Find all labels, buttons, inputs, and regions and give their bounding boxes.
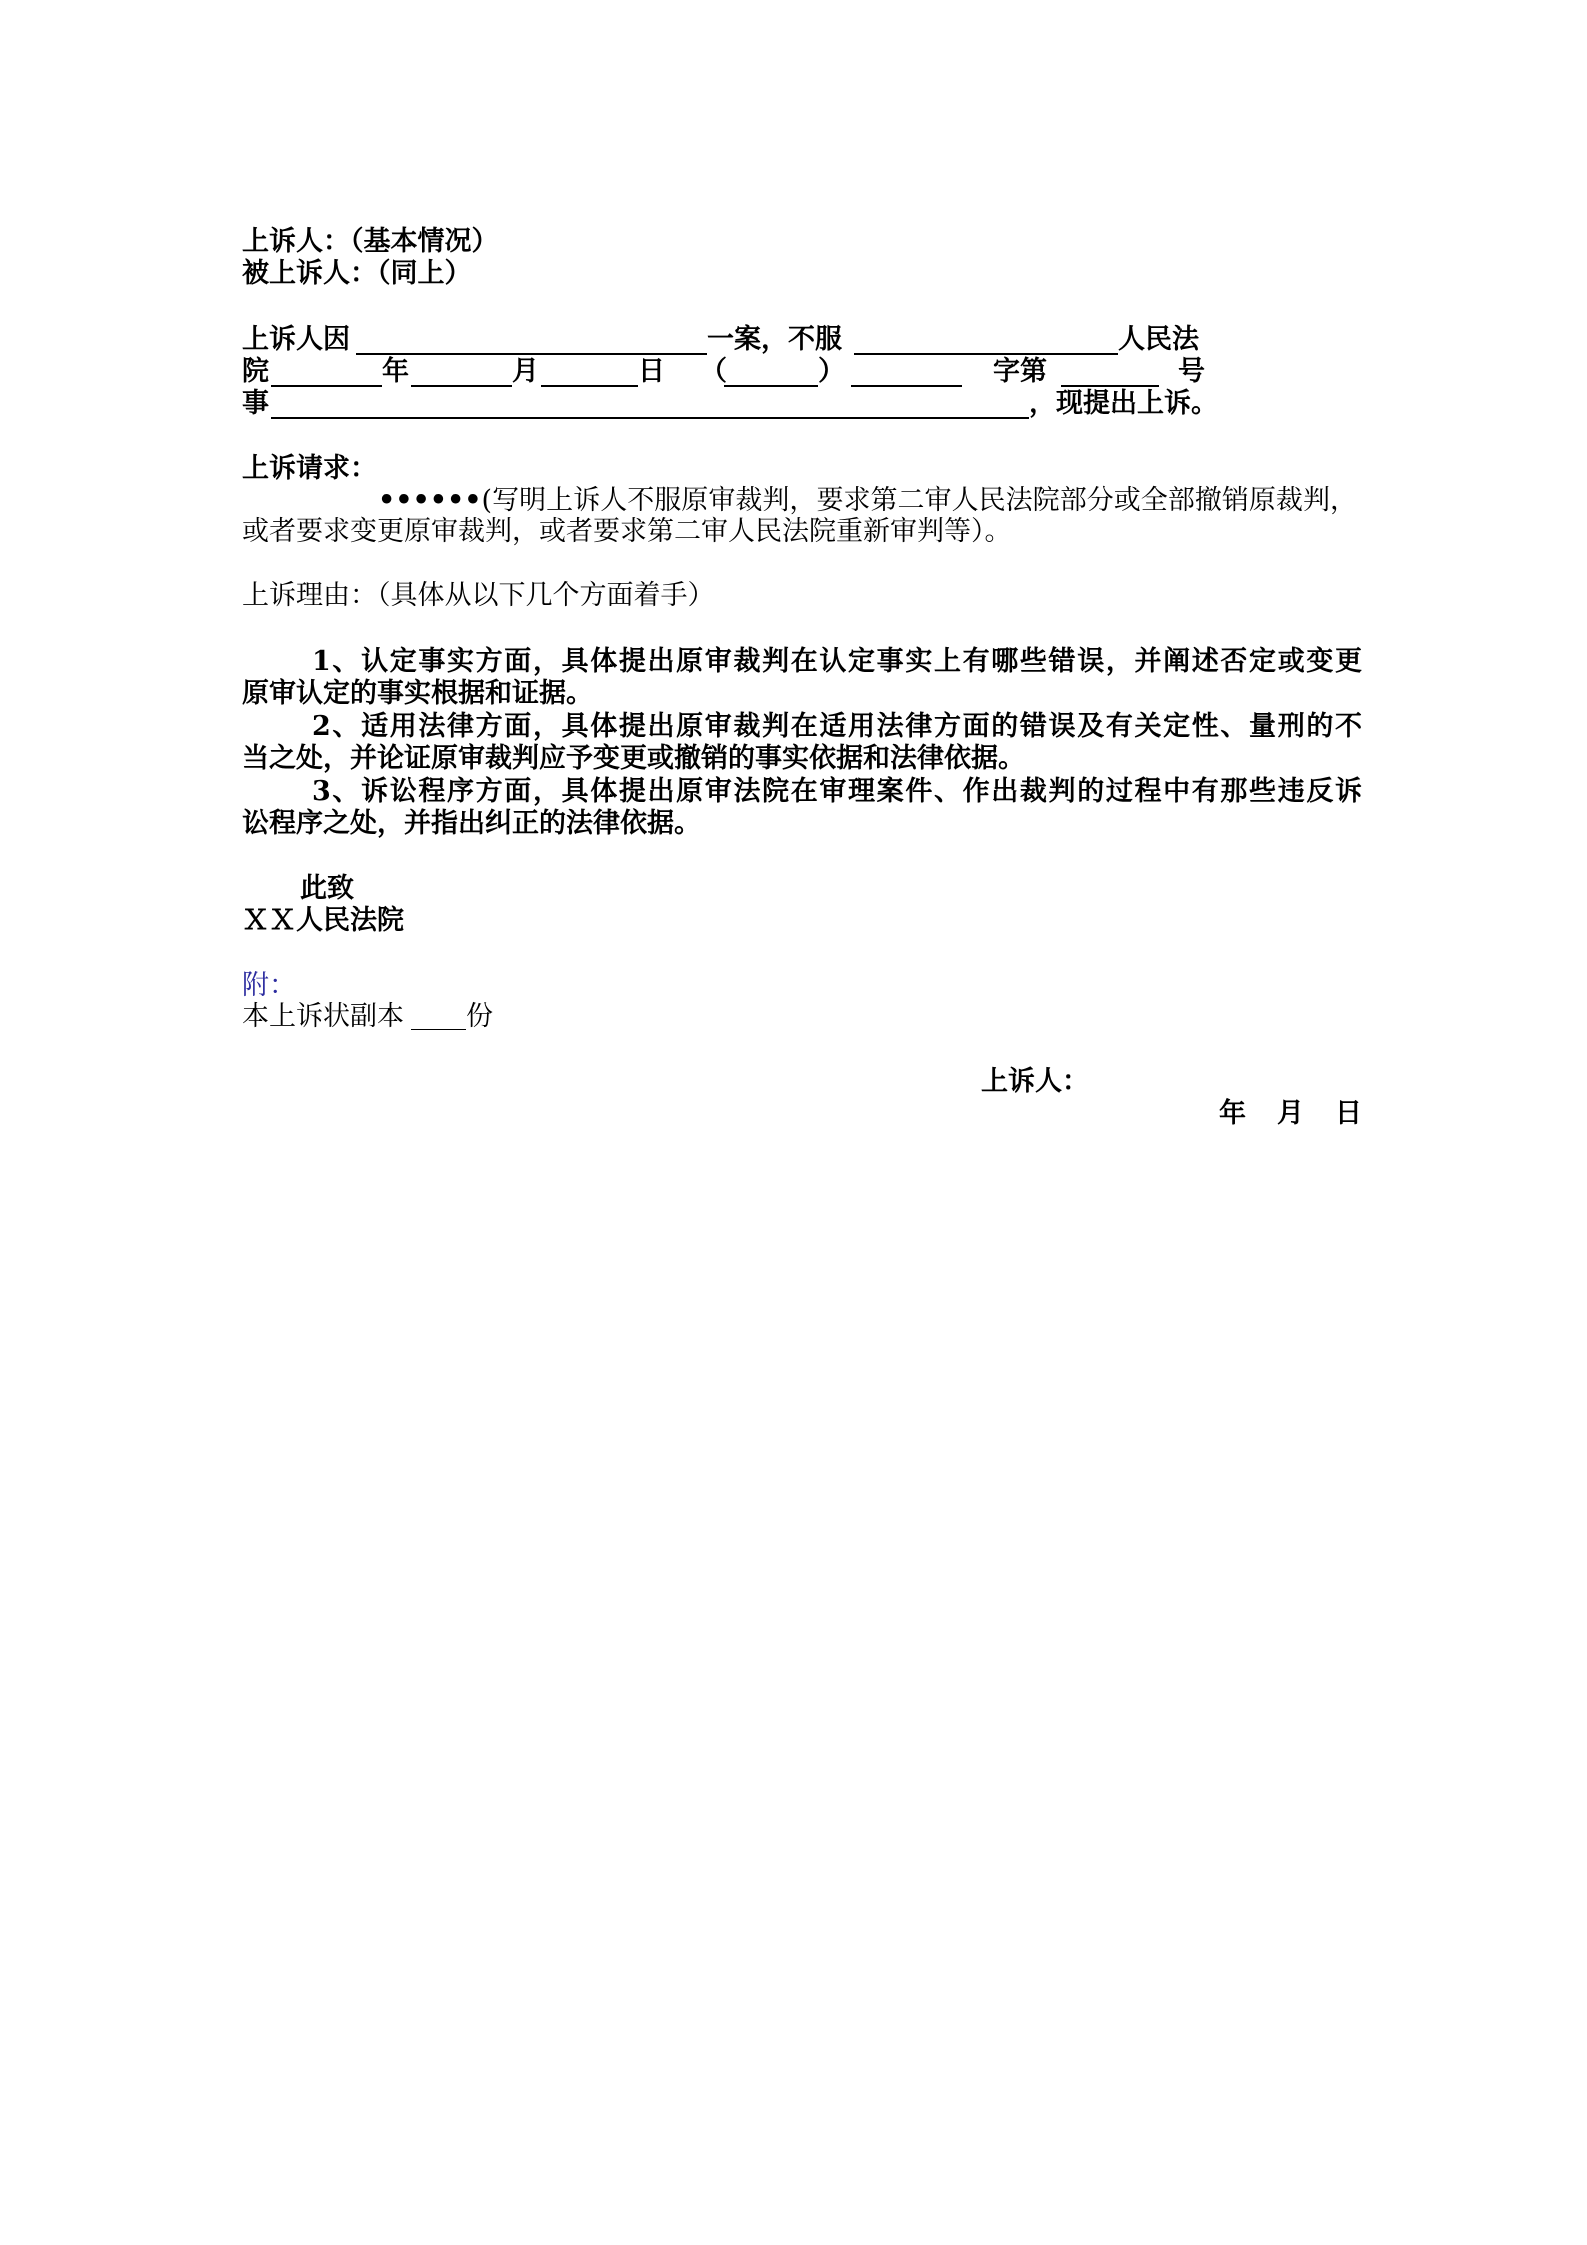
case-text-case-word: 字第	[993, 356, 1047, 387]
appeal-request-text-1: (写明上诉人不服原审裁判，要求第二审人民法院部分或全部撤销原裁判，	[481, 485, 1357, 516]
case-text-matter: 事	[242, 388, 269, 419]
month-blank	[411, 356, 512, 387]
signature-date	[0, 1098, 1587, 1130]
case-text-court-suffix: 院	[242, 356, 269, 387]
ellipsis-dots: ••••••	[378, 485, 482, 516]
attachment-label: 附：	[242, 970, 296, 1001]
court-name-blank	[854, 324, 1118, 355]
case-name-blank	[356, 324, 707, 355]
case-text-people-court: 人民法	[1118, 324, 1199, 355]
reason-item-2-line-2: 当之处，并论证原审裁判应予变更或撤销的事实依据和法律依据。	[242, 743, 1025, 774]
case-number-blank	[1061, 356, 1159, 387]
case-text-not-accept: 一案，不服	[707, 324, 842, 355]
case-text-year: 年	[382, 356, 409, 387]
appeal-request-line-1	[378, 485, 1357, 517]
case-text-number: 号	[1178, 356, 1205, 387]
appeal-request-line-2: 或者要求变更原审裁判，或者要求第二审人民法院重新审判等）。	[242, 516, 1012, 547]
signature-date-month: 月	[1277, 1098, 1304, 1129]
case-statement-line-2	[0, 356, 1587, 388]
closing-court: ＸＸ人民法院	[242, 905, 404, 936]
attachment-copies-line	[0, 1001, 1587, 1033]
case-text-month: 月	[512, 356, 539, 387]
appeal-reasons-heading: 上诉理由：（具体从以下几个方面着手）	[242, 580, 715, 611]
reason-item-3-line-1: 3、诉讼程序方面，具体提出原审法院在审理案件、作出裁判的过程中有那些违反诉	[312, 776, 1362, 807]
signature-label: 上诉人：	[981, 1066, 1089, 1097]
year-blank	[271, 356, 382, 387]
case-text-paren-close: ）	[818, 356, 845, 387]
reason-item-3-line-2: 讼程序之处，并指出纠正的法律依据。	[242, 808, 701, 839]
attachment-copies-suffix: 份	[466, 1001, 493, 1032]
case-text-file-appeal: ，现提出上诉。	[1029, 388, 1218, 419]
case-cause-blank	[271, 388, 1029, 419]
closing-salutation: 此致	[300, 873, 354, 904]
signature-date-day: 日	[1335, 1098, 1362, 1129]
appellee-line: 被上诉人：（同上）	[242, 258, 472, 289]
case-statement-line-3	[0, 388, 1587, 420]
day-blank	[541, 356, 638, 387]
attachment-copies-prefix: 本上诉状副本	[242, 1001, 404, 1032]
case-text-paren-open: （	[700, 356, 727, 387]
reason-item-1-line-2: 原审认定的事实根据和证据。	[242, 678, 593, 709]
reason-item-2-line-1: 2、适用法律方面，具体提出原审裁判在适用法律方面的错误及有关定性、量刑的不	[312, 711, 1362, 742]
appeal-request-heading: 上诉请求：	[242, 453, 377, 484]
case-text-day: 日	[638, 356, 665, 387]
appellant-line: 上诉人：（基本情况）	[242, 226, 499, 257]
case-prefix-blank	[851, 356, 962, 387]
reason-item-1-line-1: 1、认定事实方面，具体提出原审裁判在认定事实上有哪些错误，并阐述否定或变更	[312, 646, 1362, 677]
signature-date-year: 年	[1219, 1098, 1246, 1129]
case-text-appellant-due-to: 上诉人因	[242, 324, 350, 355]
case-statement-line-1	[0, 324, 1587, 356]
case-year-blank	[724, 356, 818, 387]
copies-count-blank	[411, 1001, 466, 1030]
